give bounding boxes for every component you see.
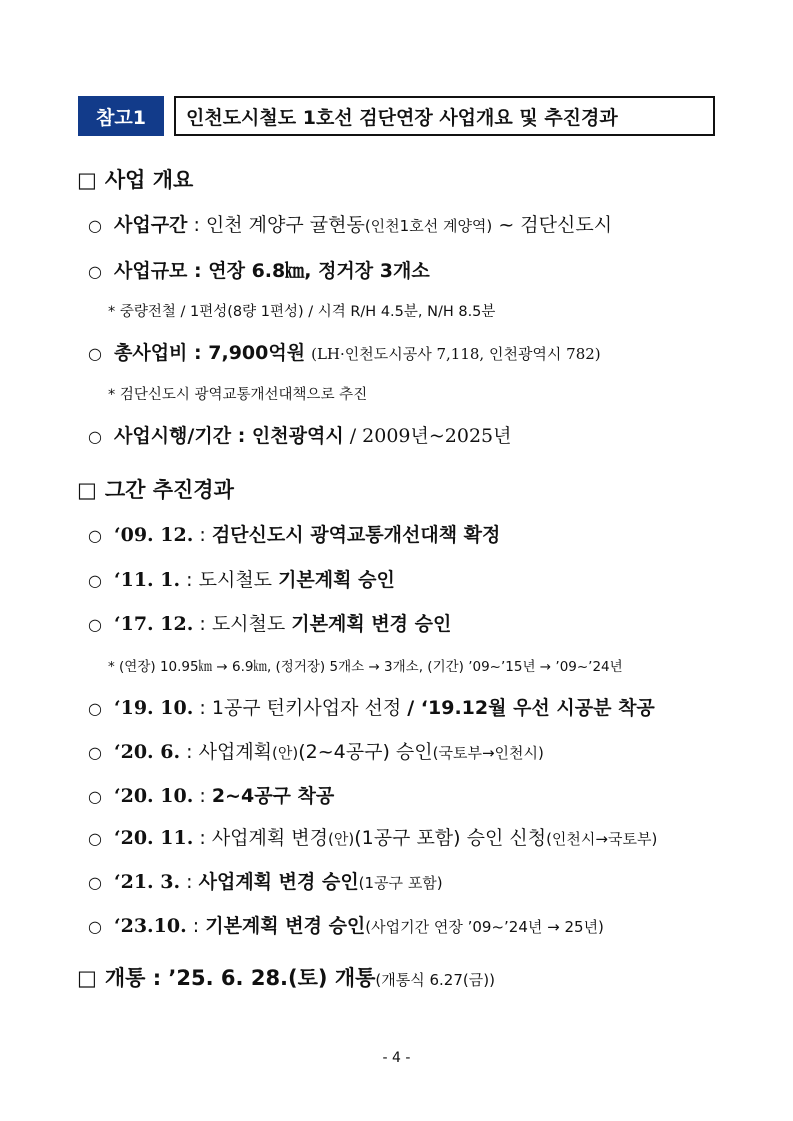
progress-item: ○ ‘20. 10. : 2~4공구 착공 — [88, 785, 335, 807]
note-vehicle-spec: * 중량전철 / 1편성(8량 1편성) / 시격 R/H 4.5분, N/H 8.5분 — [108, 304, 496, 320]
progress-item: ○ ‘09. 12. : 검단신도시 광역교통개선대책 확정 — [88, 524, 501, 546]
progress-item: ○ ‘21. 3. : 사업계획 변경 승인(1공구 포함) — [88, 871, 443, 893]
circle-bullet-icon: ○ — [88, 427, 102, 446]
overview-item-scale: ○ 사업규모 : 연장 6.8㎞, 정거장 3개소 — [88, 260, 430, 282]
circle-bullet-icon: ○ — [88, 917, 102, 936]
circle-bullet-icon: ○ — [88, 571, 102, 590]
circle-bullet-icon: ○ — [88, 344, 102, 363]
circle-bullet-icon: ○ — [88, 262, 102, 281]
note-traffic-plan: * 검단신도시 광역교통개선대책으로 추진 — [108, 387, 368, 403]
page-number: - 4 - — [382, 1050, 411, 1066]
progress-item: ○ ‘20. 11. : 사업계획 변경(안)(1공구 포함) 승인 신청(인천시→국토부) — [88, 827, 658, 849]
section-heading-progress: □ 그간 추진경과 — [77, 478, 234, 502]
reference-tag: 참고1 — [78, 96, 164, 136]
progress-item: ○ ‘17. 12. : 도시철도 기본계획 변경 승인 — [88, 613, 452, 635]
section-heading-overview: □ 사업 개요 — [77, 168, 194, 192]
overview-item-budget: ○ 총사업비 : 7,900억원 (LH·인천도시공사 7,118, 인천광역시 782) — [88, 342, 601, 364]
circle-bullet-icon: ○ — [88, 216, 102, 235]
progress-item: ○ ‘11. 1. : 도시철도 기본계획 승인 — [88, 569, 395, 591]
checkbox-bullet-icon: □ — [77, 168, 97, 192]
circle-bullet-icon: ○ — [88, 526, 102, 545]
circle-bullet-icon: ○ — [88, 615, 102, 634]
circle-bullet-icon: ○ — [88, 743, 102, 762]
section-heading-opening: □ 개통 : ’25. 6. 28.(토) 개통(개통식 6.27(금)) — [77, 966, 495, 990]
checkbox-bullet-icon: □ — [77, 478, 97, 502]
progress-item: ○ ‘20. 6. : 사업계획(안)(2~4공구) 승인(국토부→인천시) — [88, 741, 544, 763]
progress-item: ○ ‘19. 10. : 1공구 턴키사업자 선정 / ‘19.12월 우선 시공분 착공 — [88, 697, 655, 719]
note-plan-change: * (연장) 10.95㎞ → 6.9㎞, (정거장) 5개소 → 3개소, (기간) ’09~’15년 → ’09~’24년 — [108, 659, 623, 675]
checkbox-bullet-icon: □ — [77, 966, 97, 990]
overview-item-section: ○ 사업구간 : 인천 계양구 귤현동(인천1호선 계양역) ~ 검단신도시 — [88, 214, 613, 236]
circle-bullet-icon: ○ — [88, 787, 102, 806]
circle-bullet-icon: ○ — [88, 873, 102, 892]
document-title: 인천도시철도 1호선 검단연장 사업개요 및 추진경과 — [174, 96, 715, 136]
overview-item-period: ○ 사업시행/기간 : 인천광역시 / 2009년~2025년 — [88, 425, 512, 447]
progress-item: ○ ‘23.10. : 기본계획 변경 승인(사업기간 연장 ’09~’24년 → 25년) — [88, 915, 604, 937]
circle-bullet-icon: ○ — [88, 829, 102, 848]
circle-bullet-icon: ○ — [88, 699, 102, 718]
document-header — [78, 96, 715, 136]
